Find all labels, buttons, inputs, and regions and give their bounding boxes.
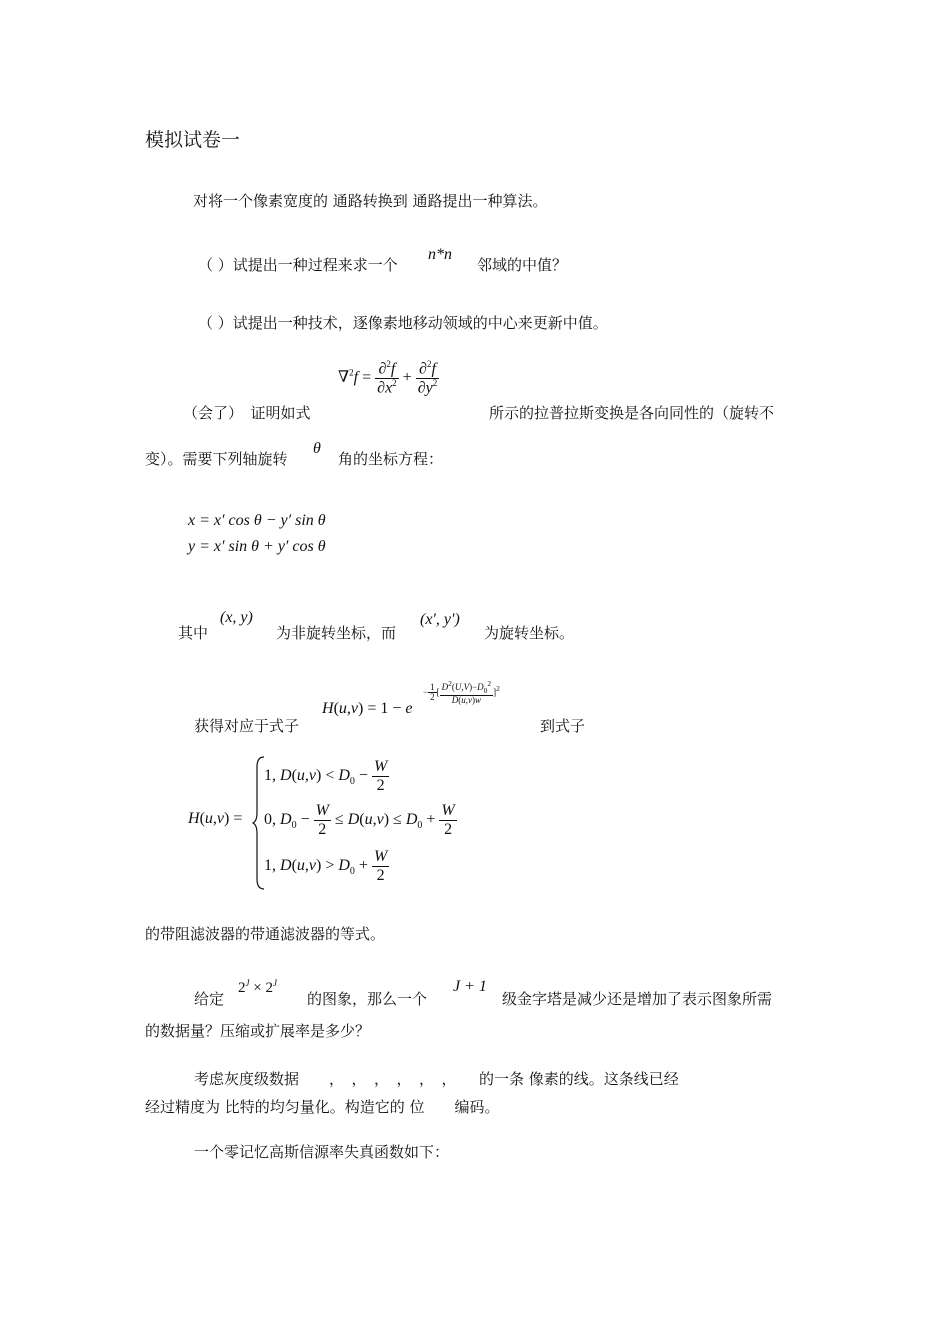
rotation-equation-x: x = x′ cos θ − y′ sin θ	[188, 512, 326, 529]
piecewise-formula: H(u,v) =	[188, 810, 243, 827]
question-4-math-2: J + 1	[453, 978, 487, 995]
question-4-math-1: $2^J \times 2^J$	[238, 978, 277, 996]
coords-xyp: (x′, y′)	[420, 611, 460, 628]
question-3-a: 获得对应于式子	[194, 717, 300, 735]
bandreject-formula: H(u,v) = 1 − e	[322, 700, 413, 717]
coords-xy: (x, y)	[220, 609, 253, 626]
question-2-where-b: 为非旋转坐标，而	[276, 624, 397, 642]
question-2-start: （会了） 证明如式	[183, 404, 311, 422]
bandreject-exponent: − $\frac{1}{2}$ [ $\frac{D^2(U,V)-D_0^2}{D(u,v)w}$ ]$^2$	[423, 679, 500, 706]
page-title: 模拟试卷一	[145, 129, 241, 151]
question-1a-math: n*n	[428, 246, 452, 263]
question-5-line1: 考虑灰度级数据 ， ， ， ， ， ， 的一条 像素的线。这条线已经	[194, 1070, 679, 1088]
question-3-b: 到式子	[540, 717, 586, 735]
question-1b: （ ）试提出一种技术，逐像素地移动领域的中心来更新中值。	[198, 314, 608, 332]
question-2-line2-end: 角的坐标方程：	[338, 450, 444, 468]
question-2-mid: 所示的拉普拉斯变换是各向同性的（旋转不	[489, 404, 775, 422]
question-5-line2: 经过精度为 比特的均匀量化。构造它的 位 编码。	[145, 1098, 500, 1116]
question-1a-end: 邻域的中值？	[477, 256, 568, 274]
question-4-b: 的图象，那么一个	[307, 990, 428, 1008]
question-1a-text: （ ）试提出一种过程来求一个	[198, 256, 398, 274]
question-2-where-c: 为旋转坐标。	[484, 624, 575, 642]
question-2-where-a: 其中	[178, 624, 209, 642]
laplacian-formula: ∇$^2$f = $\frac{\partial^2f}{\partial x^2}$ + $\frac{\partial^2f}{\partial y^2}$	[338, 359, 438, 397]
piecewise-case-1: 1, $D(u,v) < D_0$ − $\frac{W}{2}$	[264, 758, 388, 794]
piecewise-case-3: 1, $D(u,v) > D_0$ + $\frac{W}{2}$	[264, 848, 388, 884]
question-1-intro: 对将一个像素宽度的 通路转换到 通路提出一种算法。	[193, 192, 548, 210]
question-4-line2: 的数据量？压缩或扩展率是多少？	[145, 1022, 371, 1040]
rotation-equation-y: y = x′ sin θ + y′ cos θ	[188, 538, 326, 555]
question-4-c: 级金字塔是减少还是增加了表示图象所需	[502, 990, 773, 1008]
question-4-a: 给定	[194, 990, 225, 1008]
question-1a	[198, 254, 398, 275]
theta-symbol: θ	[313, 440, 321, 457]
question-2-line2: 变）。需要下列轴旋转	[145, 450, 288, 468]
question-3-end: 的带阻滤波器的带通滤波器的等式。	[145, 925, 386, 943]
question-6: 一个零记忆高斯信源率失真函数如下：	[194, 1143, 450, 1161]
piecewise-case-2: 0, $D_0$ − $\frac{W}{2}$ ≤ $D(u,v) \le D_0$ + $\frac{W}{2}$	[264, 802, 455, 838]
